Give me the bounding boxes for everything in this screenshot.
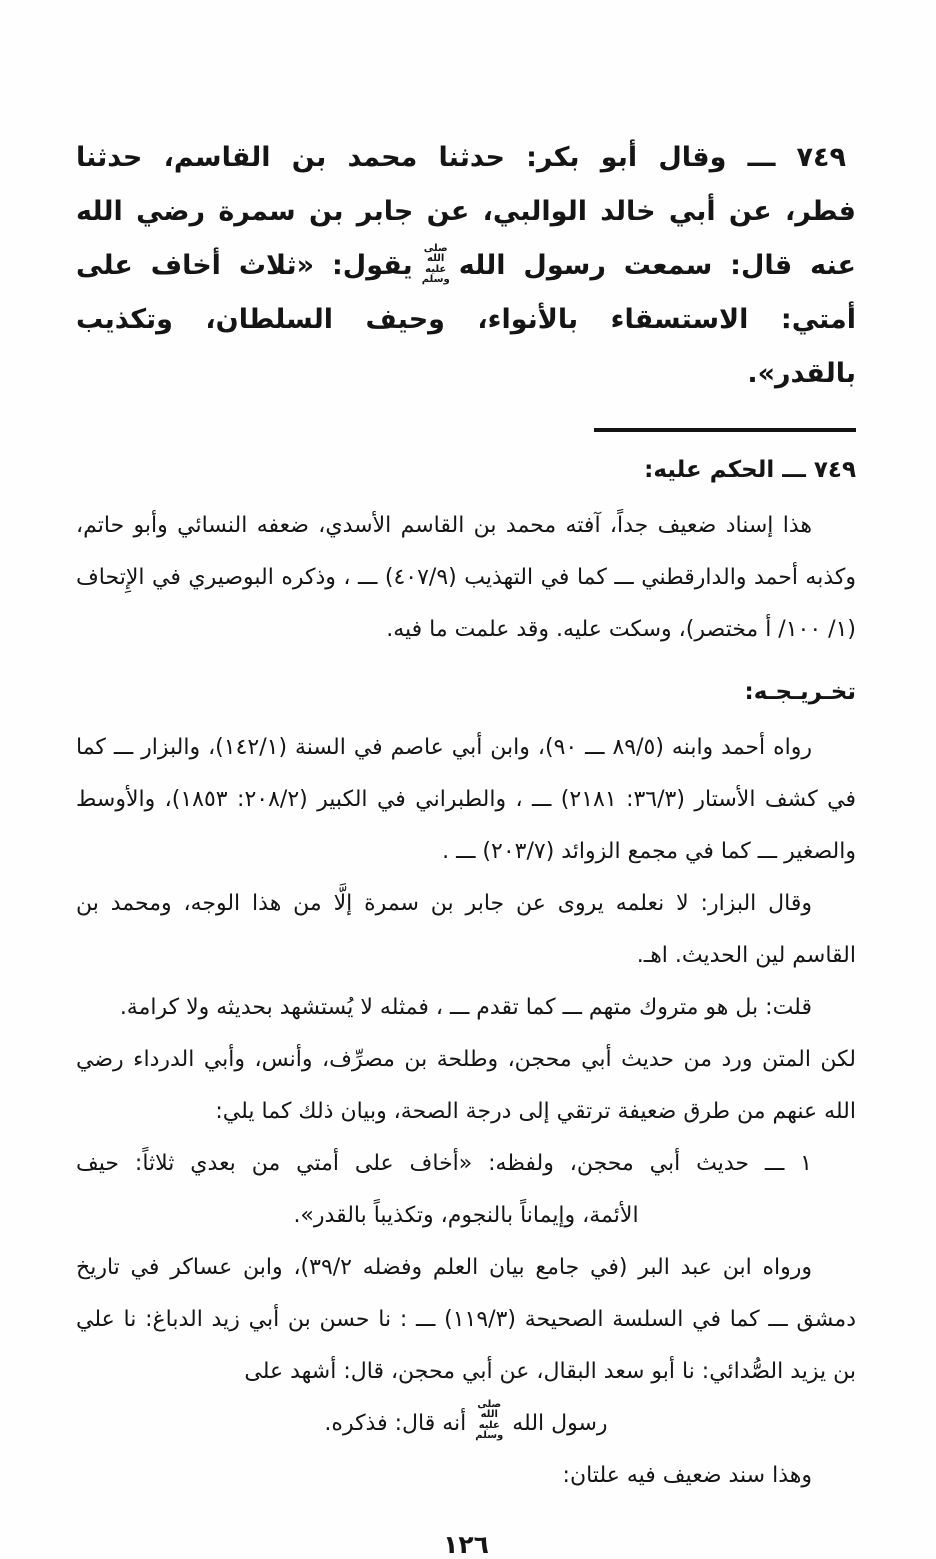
isnad-quote-before: رسول الله xyxy=(512,1411,608,1436)
hukm-body: هذا إسناد ضعيف جداً، آفته محمد بن القاسم الأسدي، ضعفه النسائي وأبو حاتم، وكذبه أحمد والدارقطني ـــ كما في التهذيب (٤٠٧/٩) ـــ ، وذكره البوصيري في الإِتحاف (١/ ١٠٠/ أ مختصر)، وسكت عليه. وقد علمت ما فيه. xyxy=(76,513,857,642)
item1-isnad-lead: ورواه ابن عبد البر (في جامع بيان العلم وفضله ٣٩/٢)، وابن عساكر في تاريخ دمشق ـــ كما في السلسة الصحيحة (١١٩/٣) ـــ : نا حسن بن أبي زيد الدباغ: نا علي بن يزيد الصُّدائي: نا أبو سعد البقال، عن أبي محجن، قال: أشهد على xyxy=(76,1255,856,1384)
item1-lead-line: ١ ـــ حديث أبي محجن، ولفظه: «أخاف على أمتي من بعدي ثلاثاً: حيف xyxy=(76,1151,812,1176)
page-number: ١٢٦ xyxy=(443,1530,489,1559)
hadith-text-before: ٧٤٩ ـــ وقال أبو بكر: حدثنا محمد بن القاسم، حدثنا فطر، عن أبي خالد الوالبي، عن جابر بن سمرة رضي الله عنه قال: سمعت رسول الله xyxy=(76,142,856,281)
takhrij-paragraph-1: رواه أحمد وابنه (٨٩/٥ ـــ ٩٠)، وابن أبي عاصم في السنة (١٤٢/١)، والبزار ـــ كما في كشف الأستار (٣٦/٣: ٢١٨١) ـــ ، والطبراني في الكبير (٢٠٨/٢: ١٨٥٣)، والأوسط والصغير ـــ كما في مجمع الزوائد (٢٠٣/٧) ـــ . xyxy=(76,735,857,864)
isnad-quote-after: أنه قال: فذكره. xyxy=(324,1411,467,1436)
closing-line: وهذا سند ضعيف فيه علتان: xyxy=(562,1463,812,1488)
hadith-text-after: يقول: «ثلاث أخاف على أمتي: الاستسقاء بالأنواء، وحيف السلطان، وتكذيب بالقدر». xyxy=(76,250,856,389)
section-divider xyxy=(594,428,856,432)
takhrij-paragraph-2: وقال البزار: لا نعلمه يروى عن جابر بن سمرة إلَّا من هذا الوجه، ومحمد بن القاسم لين الحديث. اهـ. xyxy=(76,891,856,968)
takhrij-paragraph-4: لكن المتن ورد من حديث أبي محجن، وطلحة بن مصرِّف، وأنس، وأبي الدرداء رضي الله عنهم من طرق ضعيفة ترتقي إلى درجة الصحة، وبيان ذلك كما يلي: xyxy=(76,1047,856,1124)
takhrij-paragraph-3: قلت: بل هو متروك متهم ـــ كما تقدم ـــ ، فمثله لا يُستشهد بحديثه ولا كرامة. xyxy=(119,995,812,1020)
hukm-heading: ٧٤٩ ـــ الحكم عليه: xyxy=(644,457,856,483)
takhrij-heading: تخـريـجـه: xyxy=(744,679,856,705)
item1-isnad-centered-line xyxy=(76,1398,856,1450)
saw-honorific-seal: صلى الله عليه وسلم xyxy=(475,1398,504,1441)
hadith-paragraph xyxy=(76,131,856,401)
item1-quote-centered-line: الأئمة، وإيماناً بالنجوم، وتكذيباً بالقدر». xyxy=(293,1203,639,1228)
saw-honorific-seal: صلى الله عليه وسلم xyxy=(421,242,450,285)
